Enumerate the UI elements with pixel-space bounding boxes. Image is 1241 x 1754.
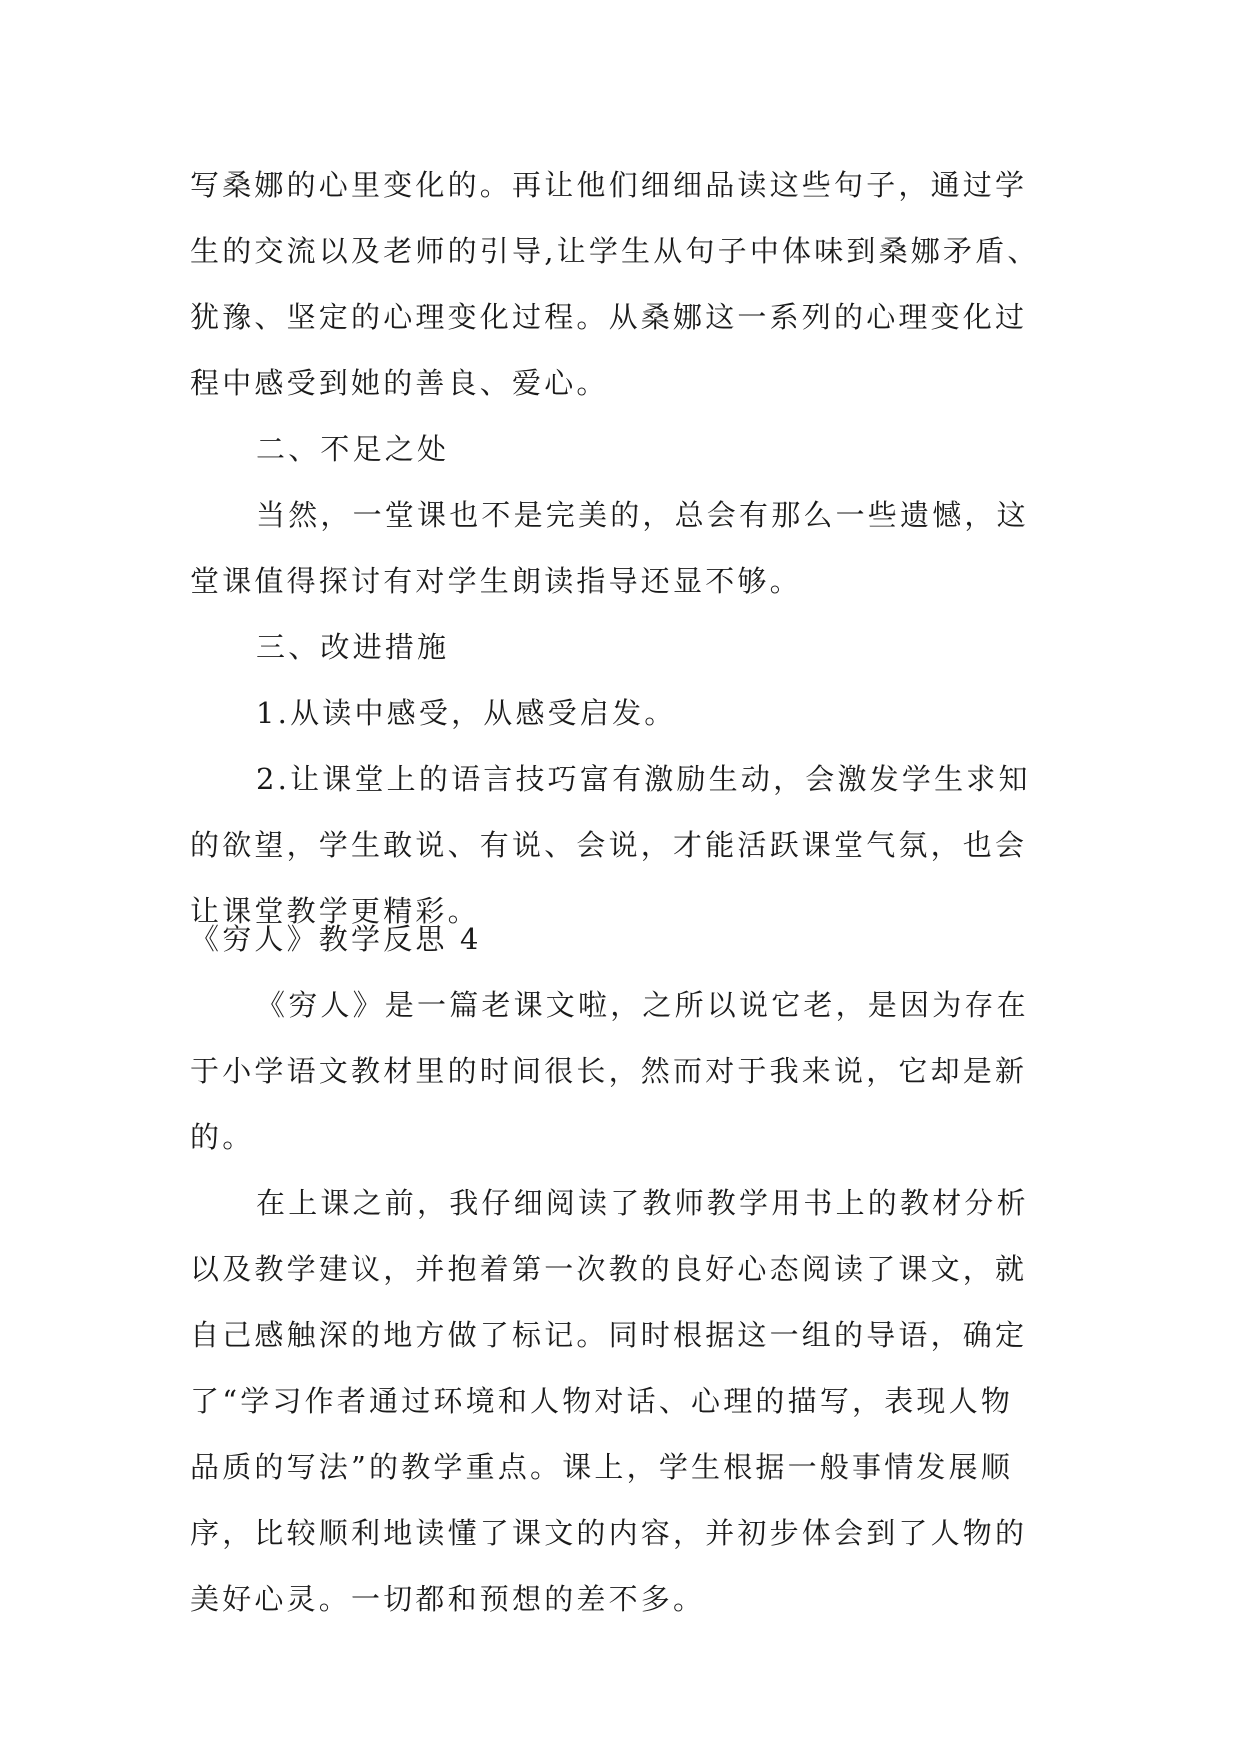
paragraph-line: 自己感触深的地方做了标记。同时根据这一组的导语，确定 <box>190 1318 1028 1352</box>
paragraph-line: 《穷人》是一篇老课文啦，之所以说它老，是因为存在 <box>256 988 1029 1022</box>
paragraph-line: 让课堂教学更精彩。 <box>190 894 480 928</box>
section-heading-improvements: 三、改进措施 <box>256 630 450 664</box>
paragraph-line: 在上课之前，我仔细阅读了教师教学用书上的教材分析 <box>256 1186 1029 1220</box>
article-title: 《穷人》教学反思 4 <box>190 922 482 956</box>
paragraph-line: 以及教学建议，并抱着第一次教的良好心态阅读了课文，就 <box>190 1252 1028 1286</box>
paragraph-line: 生的交流以及老师的引导,让学生从句子中体味到桑娜矛盾、 <box>190 234 1040 268</box>
paragraph-line: 序，比较顺利地读懂了课文的内容，并初步体会到了人物的 <box>190 1516 1028 1550</box>
paragraph-line: 写桑娜的心里变化的。再让他们细细品读这些句子，通过学 <box>190 168 1028 202</box>
paragraph-line: 美好心灵。一切都和预想的差不多。 <box>190 1582 706 1616</box>
list-item: 1.从读中感受，从感受启发。 <box>256 696 677 730</box>
section-heading-shortcomings: 二、不足之处 <box>256 432 450 466</box>
paragraph-line: 堂课值得探讨有对学生朗读指导还显不够。 <box>190 564 802 598</box>
paragraph-line: 于小学语文教材里的时间很长，然而对于我来说，它却是新 <box>190 1054 1028 1088</box>
list-item: 2.让课堂上的语言技巧富有激励生动，会激发学生求知 <box>256 762 1031 796</box>
paragraph-line: 了“学习作者通过环境和人物对话、心理的描写，表现人物 <box>190 1384 1014 1418</box>
paragraph-line: 程中感受到她的善良、爱心。 <box>190 366 609 400</box>
section-a-text <box>190 152 1090 944</box>
paragraph-line: 犹豫、坚定的心理变化过程。从桑娜这一系列的心理变化过 <box>190 300 1028 334</box>
paragraph-line: 品质的写法”的教学重点。课上，学生根据一般事情发展顺 <box>190 1450 1014 1484</box>
paragraph-line: 当然，一堂课也不是完美的，总会有那么一些遗憾，这 <box>256 498 1029 532</box>
section-b-text <box>190 906 1090 1632</box>
paragraph-line: 的。 <box>190 1120 255 1154</box>
paragraph-line: 的欲望，学生敢说、有说、会说，才能活跃课堂气氛，也会 <box>190 828 1028 862</box>
